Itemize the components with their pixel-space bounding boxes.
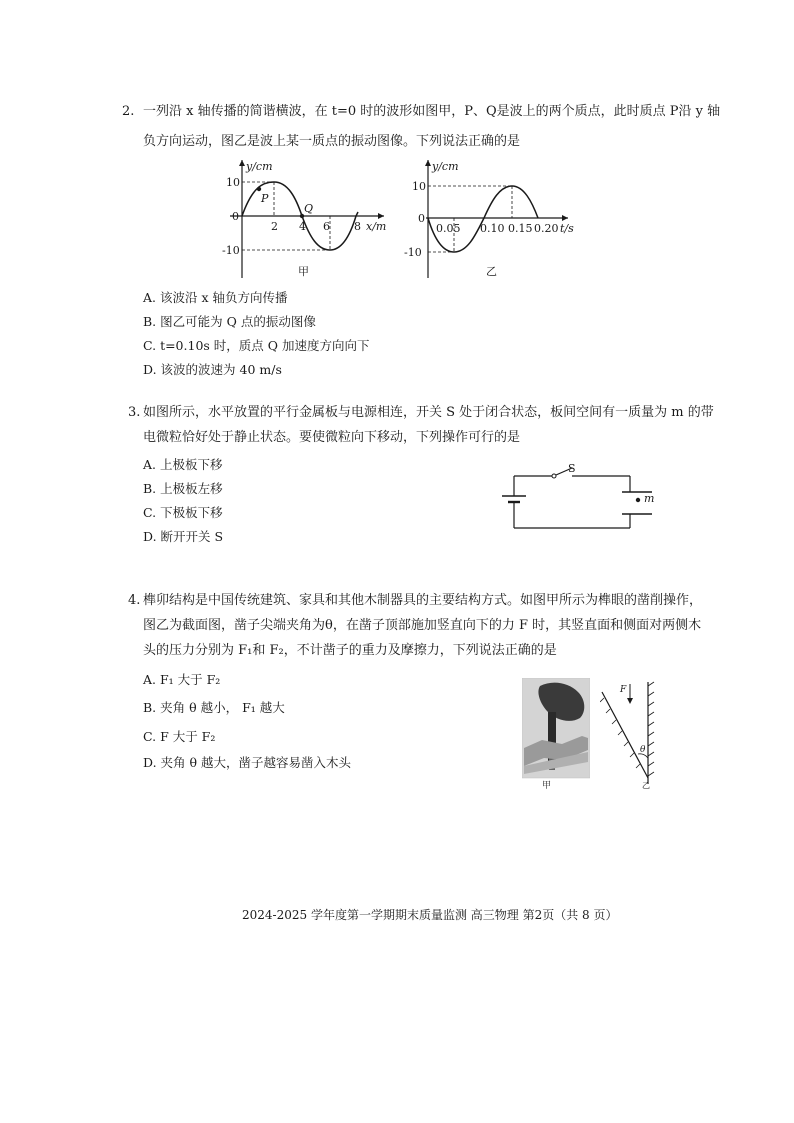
q2-option-d: D. 该波的波速为 40 m/s (143, 362, 282, 377)
q3-stem-line1: 如图所示，水平放置的平行金属板与电源相连，开关 S 处于闭合状态，板间空间有一质量为 m 的带 (143, 405, 714, 420)
chisel-caption-a: 甲 (542, 781, 552, 791)
q2-option-c: C. t=0.10s 时，质点 Q 加速度方向向下 (143, 338, 370, 353)
fig-a-x-tick-2: 2 (271, 220, 278, 233)
q3-number: 3. (128, 405, 141, 420)
fig-a-caption: 甲 (298, 265, 309, 278)
q2-stem-line2: 负方向运动，图乙是波上某一质点的振动图像。下列说法正确的是 (143, 134, 521, 149)
fig-b-y-tick-10: 10 (412, 180, 426, 193)
q2-stem-line1: 一列沿 x 轴传播的简谐横波，在 t=0 时的波形如图甲，P、Q是波上的两个质点，此时质点 P沿 y 轴 (143, 104, 721, 119)
circuit-particle-label: m (644, 492, 655, 505)
section-angle-label: θ (640, 745, 646, 755)
q2-wave-figure-a (218, 158, 390, 282)
section-caption-b: 乙 (642, 781, 650, 790)
q2-vibration-figure-b (404, 158, 580, 282)
section-force-label: F (620, 685, 627, 695)
fig-b-y-tick-0: 0 (418, 212, 425, 225)
q4-cross-section-figure (600, 678, 660, 790)
q3-circuit-figure (500, 462, 660, 534)
fig-b-caption: 乙 (486, 265, 497, 278)
fig-b-x-tick-015: 0.15 (508, 222, 533, 235)
q3-option-c: C. 下极板下移 (143, 505, 223, 520)
q2-option-a: A. 该波沿 x 轴负方向传播 (143, 290, 288, 305)
q3-stem-line2: 电微粒恰好处于静止状态。要使微粒向下移动，下列操作可行的是 (143, 430, 521, 445)
fig-a-y-tick-0: 0 (232, 210, 239, 223)
q3-option-b: B. 上极板左移 (143, 481, 223, 496)
q4-option-c: C. F 大于 F₂ (143, 729, 216, 744)
q2-option-b: B. 图乙可能为 Q 点的振动图像 (143, 314, 316, 329)
fig-b-y-tick-neg10: -10 (404, 246, 422, 259)
fig-a-y-label: y/cm (246, 160, 273, 173)
fig-a-point-q: Q (304, 202, 314, 215)
fig-b-y-label: y/cm (432, 160, 459, 173)
q4-option-a: A. F₁ 大于 F₂ (143, 672, 221, 687)
fig-a-y-tick-neg10: -10 (222, 244, 240, 257)
page-footer: 2024-2025 学年度第一学期期末质量监测 高三物理 第2页（共 8 页） (242, 908, 618, 922)
fig-b-x-tick-020: 0.20 (534, 222, 559, 235)
q4-stem-line2: 图乙为截面图，凿子尖端夹角为θ，在凿子顶部施加竖直向下的力 F 时，其竖直面和侧面对两侧木 (143, 618, 702, 633)
fig-a-x-tick-8: 8 (354, 220, 361, 233)
q3-option-d: D. 断开开关 S (143, 529, 224, 544)
q4-stem-line3: 头的压力分别为 F₁和 F₂，不计凿子的重力及摩擦力，下列说法正确的是 (143, 643, 557, 658)
q4-stem-line1: 榫卯结构是中国传统建筑、家具和其他木制器具的主要结构方式。如图甲所示为榫眼的凿削操作， (143, 593, 703, 608)
fig-a-point-p: P (261, 192, 269, 205)
q3-option-a: A. 上极板下移 (143, 457, 223, 472)
q4-option-b: B. 夹角 θ 越小， F₁ 越大 (143, 700, 285, 715)
fig-b-x-label: t/s (560, 222, 574, 235)
fig-a-x-tick-6: 6 (323, 220, 330, 233)
q2-number: 2. (122, 104, 135, 119)
fig-b-x-tick-010: 0.10 (480, 222, 505, 235)
q4-number: 4. (128, 593, 141, 608)
fig-a-y-tick-10: 10 (226, 176, 240, 189)
fig-a-x-label: x/m (366, 220, 387, 233)
circuit-switch-label: S (568, 462, 576, 475)
fig-b-x-tick-005: 0.05 (436, 222, 461, 235)
q4-chisel-photo (522, 678, 590, 792)
fig-a-x-tick-4: 4 (299, 220, 306, 233)
q4-option-d: D. 夹角 θ 越大，凿子越容易凿入木头 (143, 755, 351, 770)
